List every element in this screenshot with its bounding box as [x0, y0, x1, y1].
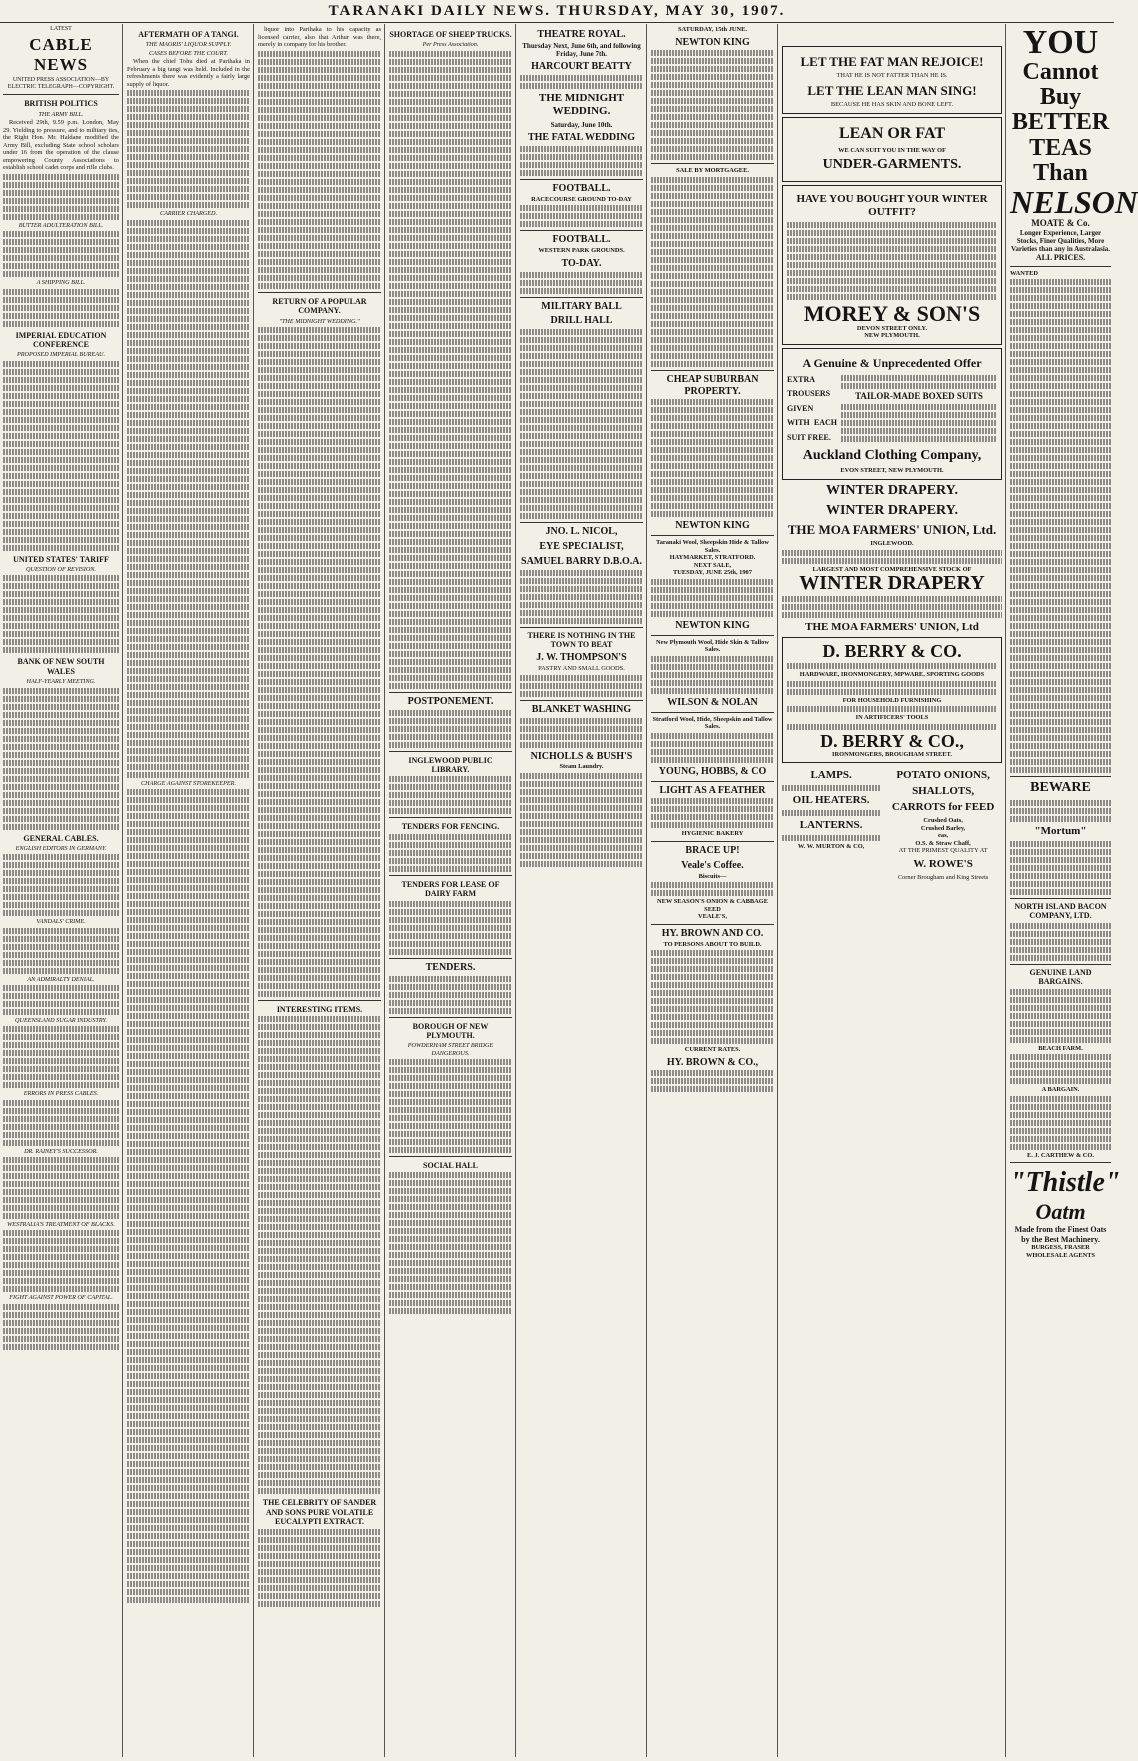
ad-text: W. W. MURTON & CO, [797, 843, 865, 851]
ad-text: WHOLESALE AGENTS [1025, 1251, 1096, 1259]
headline: UNITED STATES' TARIFF [13, 554, 109, 564]
ad-heading: FOOTBALL. [552, 183, 611, 195]
ad-text: O.S. & Straw Chaff, [915, 839, 971, 847]
ad-text: Thursday Next, June 6th, and following Friday, June 7th. [522, 41, 641, 59]
subheadline: CASES BEFORE THE COURT. [149, 49, 228, 57]
ad-text: E. J. CARTHEW & CO. [1027, 1151, 1094, 1159]
headline: BRITISH POLITICS [24, 99, 98, 109]
ad-text: TO PERSONS ABOUT TO BUILD. [663, 940, 762, 948]
subheadline: QUEENSLAND SUGAR INDUSTRY. [15, 1017, 107, 1025]
ad-text: VEALE'S, [698, 913, 727, 921]
ad-heading: THE MOA FARMERS' UNION, Ltd [805, 621, 979, 634]
ad-heading: TEAS [1029, 134, 1092, 161]
ad-text: BEACH FARM. [1038, 1044, 1083, 1052]
subheadline: AN ADMIRALTY DENIAL. [27, 975, 95, 983]
ad-text: LARGEST AND MOST COMPREHENSIVE STOCK OF [812, 565, 972, 573]
ad-heading: HAVE YOU BOUGHT YOUR WINTER OUTFIT? [796, 192, 988, 218]
column-ads-8 [1007, 24, 1138, 1755]
ad-text: Made from the Finest Oats by the Best Machinery. [1014, 1225, 1107, 1244]
ad-text: Saturday, June 10th. [550, 121, 613, 130]
ad-heading: LAMPS. [810, 769, 852, 782]
cable-news-title: CABLE NEWS [29, 35, 93, 75]
headline: TENDERS. [425, 961, 476, 973]
ad-text: NEW SEASON'S ONION & CABBAGE SEED [656, 898, 769, 913]
ad-heading: NEWTON KING [675, 520, 750, 532]
ad-heading: HARCOURT BEATTY [531, 61, 632, 73]
ad-heading: OIL HEATERS. [792, 794, 870, 807]
subheadline: THE ARMY BILL. [38, 110, 84, 118]
ad-text: TAILOR-MADE BOXED SUITS [855, 390, 983, 401]
column-cable-news [0, 26, 122, 1755]
column-ads-6 [648, 26, 777, 1755]
ad-text: Crushed Barley, [920, 824, 966, 832]
ad-heading: NICHOLLS & BUSH'S [530, 750, 633, 762]
lean-or-fat-ad [782, 117, 1002, 182]
ad-heading: BEWARE [1030, 780, 1091, 796]
ad-heading: A Genuine & Unprecedented Offer [802, 355, 982, 370]
ad-text: New Plymouth Wool, Hide Skin & Tallow Sales. [656, 638, 769, 654]
column-rule [122, 24, 123, 1757]
ad-heading: WILSON & NOLAN [667, 696, 758, 708]
subheadline: WESTRALIA'S TREATMENT OF BLACKS. [7, 1220, 115, 1228]
headline: INGLEWOOD PUBLIC LIBRARY. [408, 755, 493, 774]
ad-text: GENUINE LAND BARGAINS. [1029, 967, 1092, 987]
ad-text: INGLEWOOD. [870, 540, 914, 548]
article-text: liquor into Parihaka to his capacity as licensed carrier, also that Arthur was there, merely in company for his brother. [258, 26, 381, 49]
column-news-4 [386, 26, 515, 1755]
masthead: TARANAKI DAILY NEWS. THURSDAY, MAY 30, 1907. [0, 0, 1114, 23]
ad-heading: THE FATAL WEDDING [527, 132, 636, 144]
headline: SHORTAGE OF SHEEP TRUCKS. [389, 30, 512, 39]
headline: GENERAL CABLES. [23, 833, 99, 843]
ad-heading: Veale's Coffee. [681, 859, 744, 871]
credit-line: UNITED PRESS ASSOCIATION—BY ELECTRIC TELEGRAPH—COPYRIGHT. [7, 77, 115, 91]
ad-text: HARDWARE, IRONMONGERY, MPWARE, SPORTING GOODS [799, 671, 985, 679]
ad-text: Crushed Oats, [923, 817, 963, 825]
ad-heading: SAMUEL BARRY D.B.O.A. [521, 555, 642, 567]
subheadline: Per Press Association. [422, 41, 479, 49]
column-tangi [124, 26, 253, 1755]
article-text: When the chief Tohu died at Parihaka in February a big tangi was held. Included in the refreshments there was evidently a fairly large supply of liquor. [127, 58, 250, 88]
ad-heading: NEWTON KING [675, 620, 750, 632]
ad-heading: NELSON [1010, 183, 1138, 220]
ad-text: Stratford Wool, Hide, Sheepskin and Tallow Sales. [652, 715, 773, 731]
subheadline: PROPOSED IMPERIAL BUREAU. [16, 351, 106, 359]
subheadline: ERRORS IN PRESS CABLES. [23, 1090, 99, 1098]
column-rule [646, 24, 647, 1757]
ad-text: HYGIENIC BAKERY [681, 830, 744, 838]
genuine-offer-ad [782, 348, 1002, 480]
ad-heading: D. BERRY & CO. [822, 641, 962, 662]
subheadline: ENGLISH EDITORS IN GERMANY. [15, 845, 107, 853]
subheadline: BUTTER ADULTERATION BILL. [18, 221, 104, 229]
headline: IMPERIAL EDUCATION CONFERENCE [15, 330, 107, 349]
ad-text: DEVON STREET ONLY. [856, 324, 928, 332]
ad-heading: CARROTS for FEED [891, 801, 995, 814]
ad-heading: LEAN OR FAT [838, 124, 946, 142]
ad-text: ALL PRICES. [1035, 253, 1086, 263]
subheadline: VANDALS' CRIME. [36, 918, 86, 926]
ad-heading: DRILL HALL [550, 315, 613, 327]
ad-text: Taranaki Wool, Sheepskin Hide & Tallow Sales. [656, 539, 769, 554]
ad-heading: MOREY & SON'S [803, 300, 981, 326]
ad-heading: THE MOA FARMERS' UNION, Ltd. [787, 522, 997, 538]
ad-text: WESTERN PARK GROUNDS. [538, 247, 625, 255]
ad-heading: LET THE FAT MAN REJOICE! [800, 54, 984, 69]
ad-text: THAT HE IS NOT FATTER THAN HE IS. [836, 72, 948, 80]
ad-text: NORTH ISLAND BACON COMPANY, LTD. [1014, 901, 1107, 921]
ad-heading: HY. BROWN AND CO. [661, 927, 764, 939]
headline: TENDERS FOR LEASE OF DAIRY FARM [401, 879, 500, 899]
ad-heading: TO-DAY. [561, 257, 602, 269]
headline: INTERESTING ITEMS. [276, 1004, 363, 1014]
ad-text: EVON STREET, NEW PLYMOUTH. [840, 467, 944, 475]
ad-heading: MILITARY BALL [541, 300, 622, 312]
ad-text: BURGESS, FRASER [1031, 1244, 1090, 1252]
ad-heading: UNDER-GARMENTS. [822, 157, 962, 173]
ad-text: NEW PLYMOUTH. [864, 332, 920, 340]
ad-heading: WINTER DRAPERY. [825, 502, 958, 518]
ad-text: SALE BY MORTGAGEE. [676, 167, 749, 175]
column-news-3 [255, 26, 384, 1755]
ad-text: THERE IS NOTHING IN THE TOWN TO BEAT [527, 630, 636, 649]
headline: SOCIAL HALL [423, 1161, 478, 1171]
ad-heading: J. W. THOMPSON'S [536, 652, 627, 664]
headline: BOROUGH OF NEW PLYMOUTH. [412, 1021, 489, 1040]
ad-text: FOR HOUSEHOLD FURNISHING [842, 696, 942, 704]
ad-heading: D. BERRY & CO., [820, 730, 964, 751]
ad-heading: CHEAP SUBURBAN PROPERTY. [666, 373, 759, 397]
ad-heading: JNO. L. NICOL, [545, 526, 618, 538]
ad-text: TUESDAY, JUNE 25th, 1907 [673, 569, 752, 577]
column-rule [777, 24, 778, 1757]
ad-heading: THE MIDNIGHT WEDDING. [538, 92, 625, 118]
ad-heading: WANTED [1010, 269, 1039, 277]
column-rule [384, 24, 385, 1757]
ad-text: Longer Experience, Larger Stocks, Finer Qualities, More Varieties than any in Australasia. [1010, 228, 1111, 254]
subheadline: THE MAORIS' LIQUOR SUPPLY. [145, 41, 232, 49]
ad-text: A BARGAIN. [1041, 1086, 1080, 1094]
ad-heading: YOUNG, HOBBS, & CO [658, 765, 767, 777]
ad-heading: SHALLOTS, [912, 785, 975, 798]
ad-text: AT THE PRIMEST QUALITY AT [898, 847, 988, 855]
ad-heading: Auckland Clothing Company, [802, 447, 982, 463]
ad-heading: Buy [1039, 84, 1082, 111]
ad-text: Biscuits— [698, 872, 727, 880]
ad-text: IN ARTIFICERS' TOOLS [855, 714, 929, 722]
subheadline: A SHIPPING BILL. [36, 279, 86, 287]
ad-heading: FOOTBALL. [552, 234, 611, 246]
subheadline: CARRIER CHARGED. [159, 210, 218, 218]
ad-text: Steam Laundry. [559, 763, 604, 771]
subheadline: POWDERHAM STREET BRIDGE DANGEROUS. [407, 1042, 494, 1057]
ad-heading: HY. BROWN & CO., [666, 1056, 759, 1068]
article-text: Received 29th, 9.59 p.m. London, May 29. Yielding to pressure, and to military ties, the Right Hon. Mr. Haldane modified the Army Bill, excluding State school scholars under 16 from the operation of the clause empowering County Associations to establish school cadet corps and rifle clubs. [3, 119, 119, 172]
ad-heading: Than [1033, 159, 1088, 186]
ad-text: MOATE & Co. [1031, 217, 1090, 228]
ad-heading: YOU [1022, 24, 1099, 61]
subheadline: FIGHT AGAINST POWER OF CAPITAL. [9, 1294, 113, 1302]
column-rule [1005, 24, 1006, 1757]
ad-heading: W. ROWE'S [913, 858, 973, 871]
ad-heading: BLANKET WASHING [531, 703, 632, 715]
headline: RETURN OF A POPULAR COMPANY. [272, 296, 367, 316]
ad-heading: THEATRE ROYAL. [537, 29, 626, 40]
ad-heading: Oatm [1035, 1199, 1086, 1225]
fat-man-ad [782, 46, 1002, 114]
ad-text: PASTRY AND SMALL GOODS. [538, 665, 625, 673]
ad-text: NEXT SALE, [693, 561, 732, 569]
ad-text: BECAUSE HE HAS SKIN AND BONE LEFT. [830, 101, 954, 109]
column-ads-7 [779, 26, 1005, 1755]
ad-heading: LANTERNS. [799, 819, 863, 832]
ad-text: eas, [938, 832, 949, 840]
ad-heading: WINTER DRAPERY. [825, 482, 958, 498]
subheadline: CHARGE AGAINST STOREKEEPER. [140, 779, 237, 787]
ad-text: WE CAN SUIT YOU IN THE WAY OF [838, 146, 946, 154]
ad-text: Corner Brougham and King Streets [897, 873, 989, 881]
subheadline: QUESTION OF REVISION. [26, 566, 96, 574]
headline: BANK OF NEW SOUTH WALES [17, 657, 105, 676]
kicker: LATEST [50, 26, 72, 32]
ad-heading: BETTER [1011, 109, 1110, 136]
subheadline: HALF-YEARLY MEETING. [26, 678, 96, 686]
column-ads-5 [517, 26, 646, 1755]
dberry-ad [782, 637, 1002, 763]
ad-heading: LET THE LEAN MAN SING! [807, 82, 977, 98]
ad-heading: "Mortum" [1034, 824, 1087, 837]
ad-text: RACECOURSE GROUND TO-DAY [531, 195, 632, 203]
headline: TENDERS FOR FENCING. [401, 822, 500, 832]
ad-heading: WINTER DRAPERY [799, 572, 985, 595]
column-rule [253, 24, 254, 1757]
subheadline: DR. RAINEY'S SUCCESSOR. [24, 1147, 98, 1155]
ad-heading: "Thistle" [1010, 1167, 1121, 1199]
column-rule [515, 24, 516, 1757]
ad-heading: LIGHT AS A FEATHER [659, 784, 766, 796]
ad-text: IRONMONGERS, BROUGHAM STREET. [832, 750, 952, 758]
winter-outfit-ad [782, 185, 1002, 345]
ad-heading: NEWTON KING [675, 36, 750, 48]
headline: POSTPONEMENT. [407, 695, 494, 707]
headline: THE CELEBRITY OF SANDER AND SONS PURE VOLATILE EUCALYPTI EXTRACT. [262, 1498, 377, 1527]
ad-text: CURRENT RATES. [684, 1046, 741, 1054]
ad-text: SATURDAY, 15th JUNE. [677, 26, 747, 33]
ad-text: EXTRA TROUSERS GIVEN WITH EACH SUIT FREE. [787, 374, 837, 442]
ad-text: HAYMARKET, STRATFORD. [669, 554, 756, 562]
headline: AFTERMATH OF A TANGI. [138, 30, 239, 39]
ad-heading: POTATO ONIONS, [896, 769, 990, 782]
ad-heading: EYE SPECIALIST, [539, 540, 624, 552]
ad-heading: Cannot [1022, 59, 1099, 85]
subheadline: "THE MIDNIGHT WEDDING." [279, 317, 360, 325]
ad-heading: BRACE UP! [685, 844, 740, 856]
